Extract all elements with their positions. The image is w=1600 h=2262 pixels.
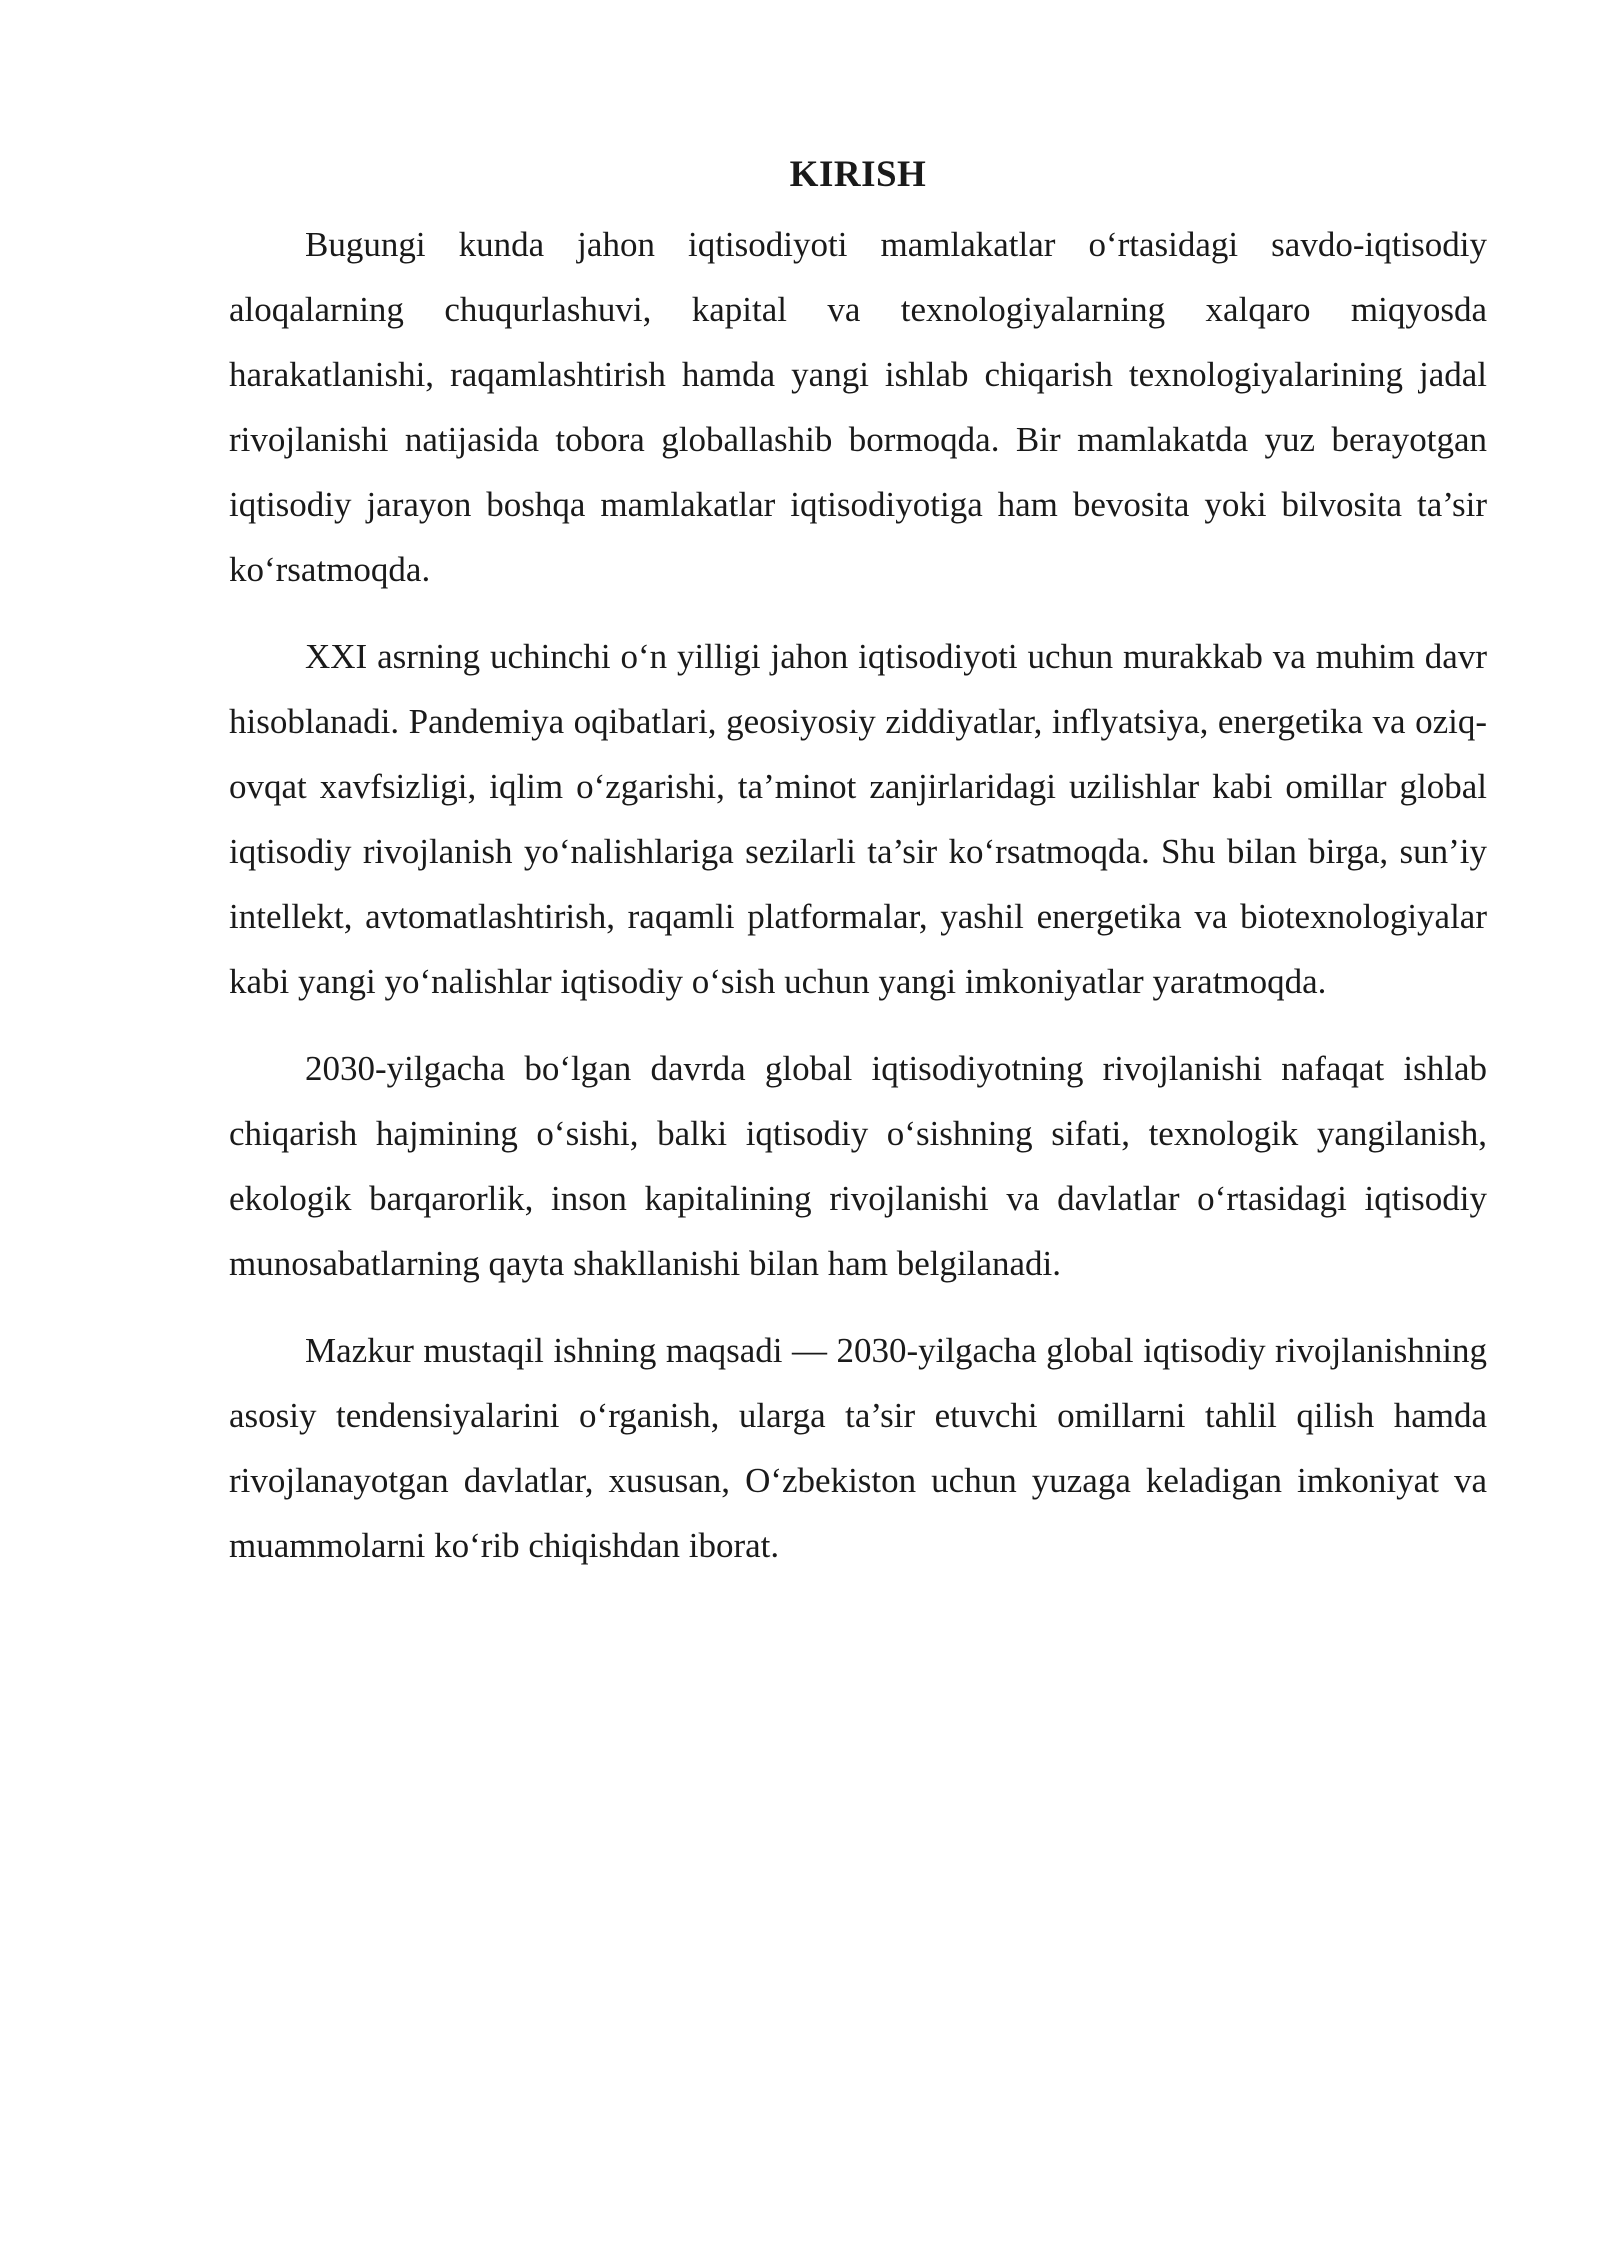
section-title: KIRISH (789, 154, 927, 195)
paragraph-2: XXI asrning uchinchi o‘n yilligi jahon iqtisodiyoti uchun murakkab va muhim davr hisoblanadi. Pandemiya oqibatlari, geosiyosiy ziddiyatlar, inflyatsiya, energetika va oziq-ovqat xavfsizligi, iqlim o‘zgarishi, ta’minot zanjirlaridagi uzilishlar kabi omillar global iqtisodiy rivojlanish yo‘nalishlariga sezilarli ta’sir ko‘rsatmoqda. Shu bilan birga, sun’iy intellekt, avtomatlashtirish, raqamli platformalar, yashil energetika va biotexnologiyalar kabi yangi yo‘nalishlar iqtisodiy o‘sish uchun yangi imkoniyatlar yaratmoqda. (229, 637, 1487, 1001)
paragraph-3: 2030-yilgacha bo‘lgan davrda global iqtisodiyotning rivojlanishi nafaqat ishlab chiqarish hajmining o‘sishi, balki iqtisodiy o‘sishning sifati, texnologik yangilanish, ekologik barqarorlik, inson kapitalining rivojlanishi va davlatlar o‘rtasidagi iqtisodiy munosabatlarning qayta shakllanishi bilan ham belgilanadi. (229, 1049, 1487, 1283)
paragraph-1: Bugungi kunda jahon iqtisodiyoti mamlakatlar o‘rtasidagi savdo-iqtisodiy aloqalarning chuqurlashuvi, kapital va texnologiyalarning xalqaro miqyosda harakatlanishi, raqamlashtirish hamda yangi ishlab chiqarish texnologiyalarining jadal rivojlanishi natijasida tobora globallashib bormoqda. Bir mamlakatda yuz berayotgan iqtisodiy jarayon boshqa mamlakatlar iqtisodiyotiga ham bevosita yoki bilvosita ta’sir ko‘rsatmoqda. (229, 225, 1487, 589)
paragraph-4: Mazkur mustaqil ishning maqsadi — 2030-yilgacha global iqtisodiy rivojlanishning asosiy tendensiyalarini o‘rganish, ularga ta’sir etuvchi omillarni tahlil qilish hamda rivojlanayotgan davlatlar, xususan, O‘zbekiston uchun yuzaga keladigan imkoniyat va muammolarni ko‘rib chiqishdan iborat. (229, 1331, 1487, 1565)
document-body (229, 150, 1487, 1600)
